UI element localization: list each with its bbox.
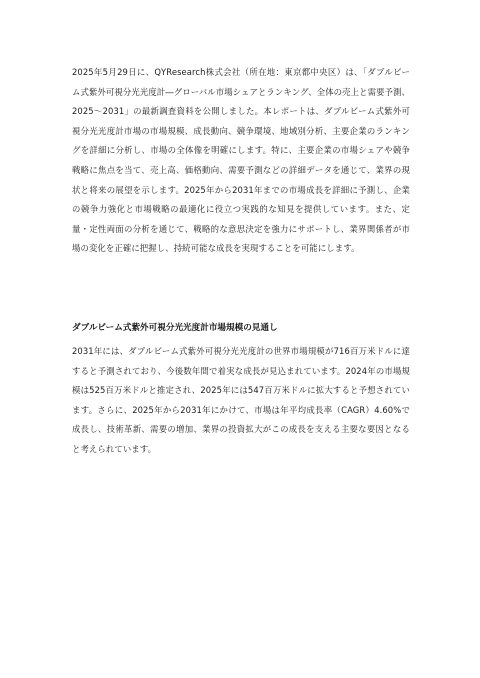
section-heading: ダブルビーム式紫外可視分光光度計市場規模の見通し [72, 322, 278, 333]
document-body [72, 63, 410, 460]
market-outlook-paragraph: 2031年には、ダブルビーム式紫外可視分光光度計の世界市場規模が716百万米ドルに達すると予測されており、今後数年間で着実な成長が見込まれています。2024年の市場規模は525百万米ドルと推定され、2025年には547百万米ドルに拡大すると予想されています。さらに、2025年から2031年にかけて、市場は年平均成長率（CAGR）4.60%で成長し、技術革新、需要の増加、業界の投資拡大がこの成長を支える主要な要因となると考えられています。 [72, 345, 410, 454]
intro-paragraph: 2025年5月29日に、QYResearch株式会社（所在地：東京都中央区）は、「ダブルビーム式紫外可視分光光度計―グローバル市場シェアとランキング、全体の売上と需要予測、2025～2031」の最新調査資料を公開しました。本レポートは、ダブルビーム式紫外可視分光光度計市場の市場規模、成長動向、競争環境、地域別分析、主要企業のランキングを詳細に分析し、市場の全体像を明確にします。特に、主要企業の市場シェアや競争戦略に焦点を当て、売上高、価格動向、需要予測などの詳細データを通じて、業界の現状と将来の展望を示します。2025年から2031年までの市場成長を詳細に予測し、企業の競争力強化と市場戦略の最適化に役立つ実践的な知見を提供しています。また、定量・定性両面の分析を通じて、戦略的な意思決定を強力にサポートし、業界関係者が市場の変化を正確に把握し、持続可能な成長を実現することを可能にします。 [72, 67, 410, 254]
